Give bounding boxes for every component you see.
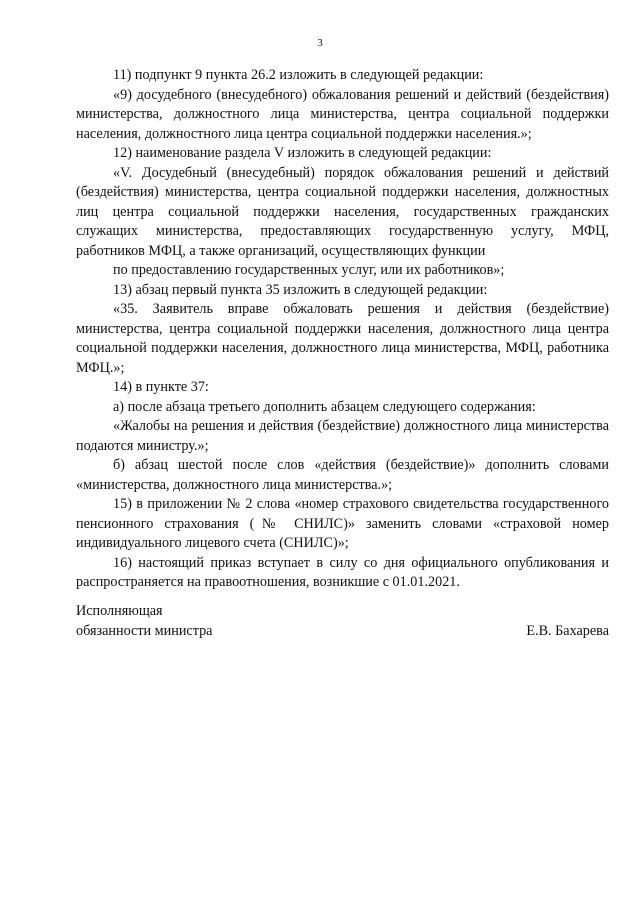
- paragraph-item-11-text: «9) досудебного (внесудебного) обжалования решений и действий (бездействия) министерства, должностного лица министерства, центра социальной поддержки населения, должностного лица центра социальной поддержки населения.»;: [76, 86, 609, 142]
- paragraph-item-14-a: а) после абзаца третьего дополнить абзацем следующего содержания:: [113, 398, 536, 415]
- paragraph-item-15: 15) в приложении № 2 слова «номер страхового свидетельства государственного пенсионного страхования (№ СНИЛС)» заменить словами «страховой номер индивидуального лицевого счета (СНИЛС)»;: [76, 496, 609, 551]
- paragraph-item-14: 14) в пункте 37:: [113, 379, 209, 395]
- document-body: [76, 66, 609, 593]
- signature-block: [76, 602, 609, 641]
- paragraph-item-14-b: б) абзац шестой после слов «действия (бездействие)» дополнить словами «министерства, должностного лица министерства.»;: [76, 457, 609, 493]
- signatory-role-line2: обязанности министра: [76, 622, 213, 639]
- paragraph-item-13-text: «35. Заявитель вправе обжаловать решения и действия (бездействие) министерства, центра социальной поддержки населения, должностного лица центра социальной поддержки населения, должностного лица министерства, МФЦ, работника МФЦ.»;: [76, 301, 609, 376]
- page-number: 3: [317, 37, 323, 49]
- paragraph-item-16: 16) настоящий приказ вступает в силу со дня официального опубликования и распространяется на правоотношения, возникшие с 01.01.2021.: [76, 554, 609, 590]
- paragraph-item-12: 12) наименование раздела V изложить в следующей редакции:: [113, 145, 492, 161]
- paragraph-item-13: 13) абзац первый пункта 35 изложить в следующей редакции:: [113, 281, 488, 298]
- paragraph-item-12-text-cont: по предоставлению государственных услуг, или их работников»;: [113, 262, 505, 278]
- signatory-name: Е.В. Бахарева: [526, 622, 609, 639]
- paragraph-item-12-text: «V. Досудебный (внесудебный) порядок обжалования решений и действий (бездействия) министерства, центра социальной поддержки населения, должностных лиц центра социальной поддержки населения, государственных гражданских служащих министерства, предоставляющих государственную услугу, МФЦ, работников МФЦ, а также организаций, осуществляющих функции: [76, 164, 609, 259]
- paragraph-item-14-a-text: «Жалобы на решения и действия (бездействие) должностного лица министерства подаются министру.»;: [76, 418, 609, 454]
- signatory-role-line1: Исполняющая: [76, 603, 163, 619]
- paragraph-item-11: 11) подпункт 9 пункта 26.2 изложить в следующей редакции:: [113, 67, 484, 83]
